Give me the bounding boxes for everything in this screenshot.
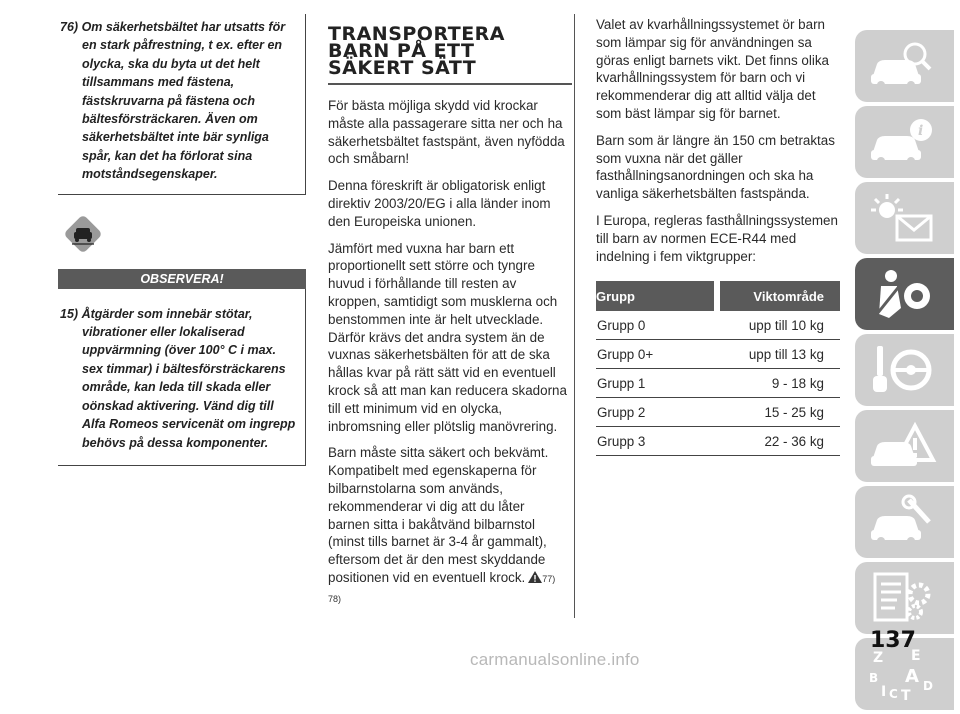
mid-paragraph-2: Denna föreskrift är obligatorisk enligt direktiv 2003/20/EG i alla länder inom den Europeiska unionen. xyxy=(328,178,551,229)
table-row xyxy=(596,398,840,427)
page-number: 137 xyxy=(870,628,916,653)
table-header-weight: Viktområde xyxy=(717,281,840,311)
note-15-number: 15) xyxy=(60,306,79,321)
vehicle-warning-icon xyxy=(60,211,106,257)
table-cell: Grupp 2 xyxy=(596,398,717,427)
table-cell: upp till 10 kg xyxy=(717,311,840,340)
car-search-icon xyxy=(867,38,937,94)
reference-78: 78) xyxy=(328,593,342,604)
right-paragraph-3: I Europa, regleras fasthållningssystemen till barn av normen ECE-R44 med indelning i fem viktgrupper: xyxy=(596,212,838,264)
svg-text:D: D xyxy=(923,679,933,693)
svg-text:I: I xyxy=(881,684,887,700)
table-header-group: Grupp xyxy=(596,281,717,311)
warning-triangle-icon xyxy=(528,571,542,583)
svg-text:E: E xyxy=(911,648,921,664)
right-column xyxy=(584,16,842,456)
middle-column xyxy=(318,14,575,618)
observera-icon-wrap xyxy=(58,211,306,269)
table-cell: 22 - 36 kg xyxy=(717,427,840,456)
warning-lights-envelope-icon xyxy=(867,190,937,246)
svg-text:Z: Z xyxy=(873,650,884,666)
title-rule xyxy=(328,83,572,85)
note-15-text: Åtgärder som innebär stötar, vibrationer eller lokaliserad uppvärmning (över 100° C i max. sex timmar) i bältesförsträckarens område, kan leda till skada eller oönskad aktivering. Vänd dig till Alfa Romeos servicenät om ingrepp behövs på dessa komponenter. xyxy=(81,306,296,450)
table-row xyxy=(596,369,840,398)
title-line-3: SÄKERT SÄTT xyxy=(328,57,477,79)
tab-start-driving[interactable] xyxy=(855,334,954,406)
car-info-icon xyxy=(867,114,937,170)
table-cell: Grupp 0 xyxy=(596,311,717,340)
tab-warning-lights[interactable] xyxy=(855,182,954,254)
note-15 xyxy=(58,289,306,466)
svg-text:C: C xyxy=(889,687,898,701)
table-cell: Grupp 1 xyxy=(596,369,717,398)
table-cell: 15 - 25 kg xyxy=(717,398,840,427)
table-cell: upp till 13 kg xyxy=(717,340,840,369)
tab-car-knowledge[interactable] xyxy=(855,30,954,102)
svg-text:A: A xyxy=(905,666,919,687)
reference-77: 77) xyxy=(542,573,556,584)
table-row xyxy=(596,340,840,369)
table-header-row xyxy=(596,281,840,311)
chapter-tabs xyxy=(855,30,954,714)
watermark: carmanualsonline.info xyxy=(470,650,640,669)
key-steering-wheel-icon xyxy=(867,342,937,398)
car-wrench-icon xyxy=(867,494,937,550)
title-line-1: TRANSPORTERA xyxy=(328,23,506,45)
emergency-triangle-icon xyxy=(867,418,937,474)
weight-group-table xyxy=(596,281,840,456)
tab-safety[interactable] xyxy=(855,258,954,330)
warning-76-number: 76) xyxy=(60,20,79,34)
mid-paragraph-4 xyxy=(328,444,568,608)
table-row xyxy=(596,311,840,340)
tab-car-info[interactable] xyxy=(855,106,954,178)
table-cell: 9 - 18 kg xyxy=(717,369,840,398)
alphabet-index-icon xyxy=(867,646,937,702)
right-paragraph-1: Valet av kvarhållningssystemet ör barn som lämpar sig för användningen sa göras enligt barnets vikt. Det finns olika kvarhållningssystem för barn och vi rekommenderar dig att alltid välja det som bäst lämpar sig för barnet. xyxy=(596,17,829,121)
tab-emergency[interactable] xyxy=(855,410,954,482)
warning-76-text: Om säkerhetsbältet har utsatts för en stark påfrestning, t ex. efter en olycka, ska du byta ut det helt tillsammans med fästena, fästskruvarna på fästena och bältesförsträckaren. Även om säkerhetsbältet inte bär synliga spår, kan det ha förlorat sina motståndsegenskaper. xyxy=(81,20,286,182)
table-cell: Grupp 3 xyxy=(596,427,717,456)
tab-maintenance[interactable] xyxy=(855,486,954,558)
section-title xyxy=(328,23,574,79)
title-line-2: BARN PÅ ETT xyxy=(328,40,475,62)
document-gear-icon xyxy=(867,570,937,626)
mid-paragraph-1: För bästa möjliga skydd vid krockar måste alla passagerare sitta ner och ha säkerhetsbältet fastspänt, även nyfödda och småbarn! xyxy=(328,98,565,167)
right-paragraph-2: Barn som är längre än 150 cm betraktas som vuxna när det gäller fasthållningsanordningen och ska ha vanliga säkerhetsbälten fastspända. xyxy=(596,132,835,202)
svg-text:T: T xyxy=(901,688,911,702)
warning-76 xyxy=(58,14,306,195)
mid-paragraph-3: Jämfört med vuxna har barn ett proportionellt sett större och tyngre huvud i förhållande till resten av kroppen, samtidigt som musklerna och benstommen inte är helt utvecklade. Därför krävs det andra system än de vuxnas säkerhetsbälten för att de ska hållas kvar på rätt sätt vid en eventuell krock så att man kan reducera skadorna till ett minimum vid en olycka, inbromsning eller plötslig manövrering. xyxy=(328,240,567,434)
mid-paragraph-4-text: Barn måste sitta säkert och bekvämt. Kompatibelt med egenskaperna för bilbarnstolarna som används, rekommenderar vi dig att du låter barnen sitta i bakåtvänd bilbarnstol (minst tills barnet är 3-4 år gammalt), eftersom det är den mest skyddande positionen vid en eventuell krock. xyxy=(328,445,549,585)
tab-technical-data[interactable] xyxy=(855,562,954,634)
observera-header: OBSERVERA! xyxy=(58,269,306,289)
left-column xyxy=(58,14,306,466)
svg-text:i: i xyxy=(918,123,924,139)
airbag-seatbelt-icon xyxy=(867,266,937,322)
svg-text:B: B xyxy=(869,671,879,685)
table-cell: Grupp 0+ xyxy=(596,340,717,369)
table-row xyxy=(596,427,840,456)
